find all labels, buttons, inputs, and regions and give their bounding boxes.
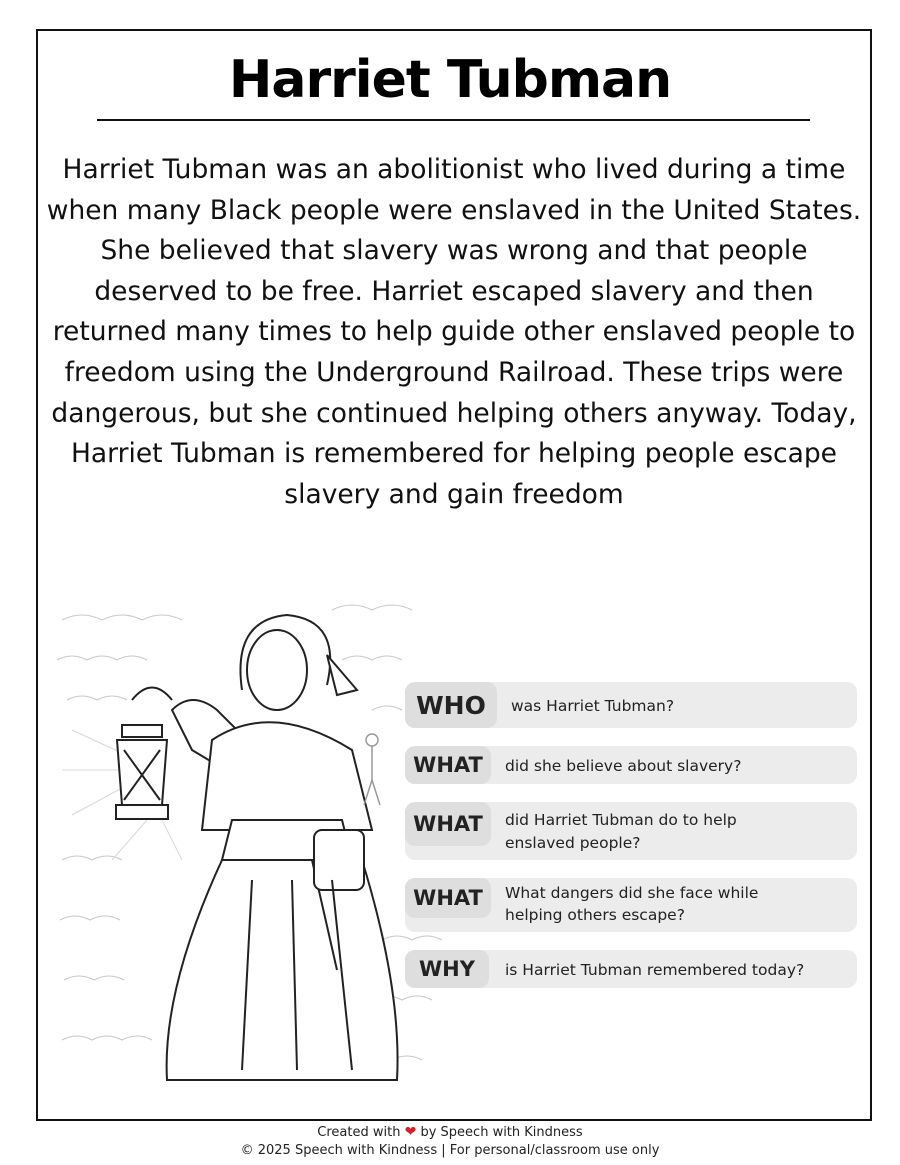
question-what-2 bbox=[405, 802, 857, 860]
question-text: was Harriet Tubman? bbox=[511, 697, 675, 715]
question-tag: WHAT bbox=[405, 802, 491, 846]
title-underline bbox=[97, 119, 810, 121]
footer-credit bbox=[0, 1124, 900, 1140]
figure bbox=[167, 615, 398, 1080]
footer-created-suffix: by Speech with Kindness bbox=[420, 1125, 583, 1140]
page-title: Harriet Tubman bbox=[228, 50, 672, 110]
reading-passage: Harriet Tubman was an abolitionist who lived during a time when many Black people were enslaved in the United States. She believed that slavery was wrong and that people deserved to be free. Harriet escaped slavery and then returned many times to help guide other enslaved people to freedom using the Underground Railroad. These trips were dangerous, but she continued helping others anyway. Today, Harriet Tubman is remembered for helping people escape slavery and gain freedom bbox=[46, 154, 862, 510]
question-who bbox=[405, 682, 857, 728]
question-text: is Harriet Tubman remembered today? bbox=[505, 961, 805, 979]
distant-figures bbox=[364, 734, 380, 805]
lantern bbox=[116, 688, 172, 820]
question-tag: WHAT bbox=[405, 878, 491, 918]
question-why bbox=[405, 950, 857, 988]
question-tag: WHAT bbox=[405, 746, 491, 784]
question-what-1 bbox=[405, 746, 857, 784]
heart-icon: ❤ bbox=[404, 1124, 417, 1140]
question-text-line2: helping others escape? bbox=[505, 906, 685, 924]
question-text-line1: did Harriet Tubman do to help bbox=[505, 811, 737, 829]
question-text-line2: enslaved people? bbox=[505, 834, 641, 852]
footer-created-prefix: Created with bbox=[317, 1125, 401, 1140]
question-tag: WHY bbox=[405, 950, 489, 988]
question-what-3 bbox=[405, 878, 857, 932]
question-panel bbox=[405, 672, 860, 1002]
question-text-line1: What dangers did she face while bbox=[505, 884, 759, 902]
footer-copyright: © 2025 Speech with Kindness | For personal/classroom use only bbox=[240, 1143, 660, 1158]
question-text: did she believe about slavery? bbox=[505, 757, 742, 775]
question-tag: WHO bbox=[405, 682, 497, 728]
